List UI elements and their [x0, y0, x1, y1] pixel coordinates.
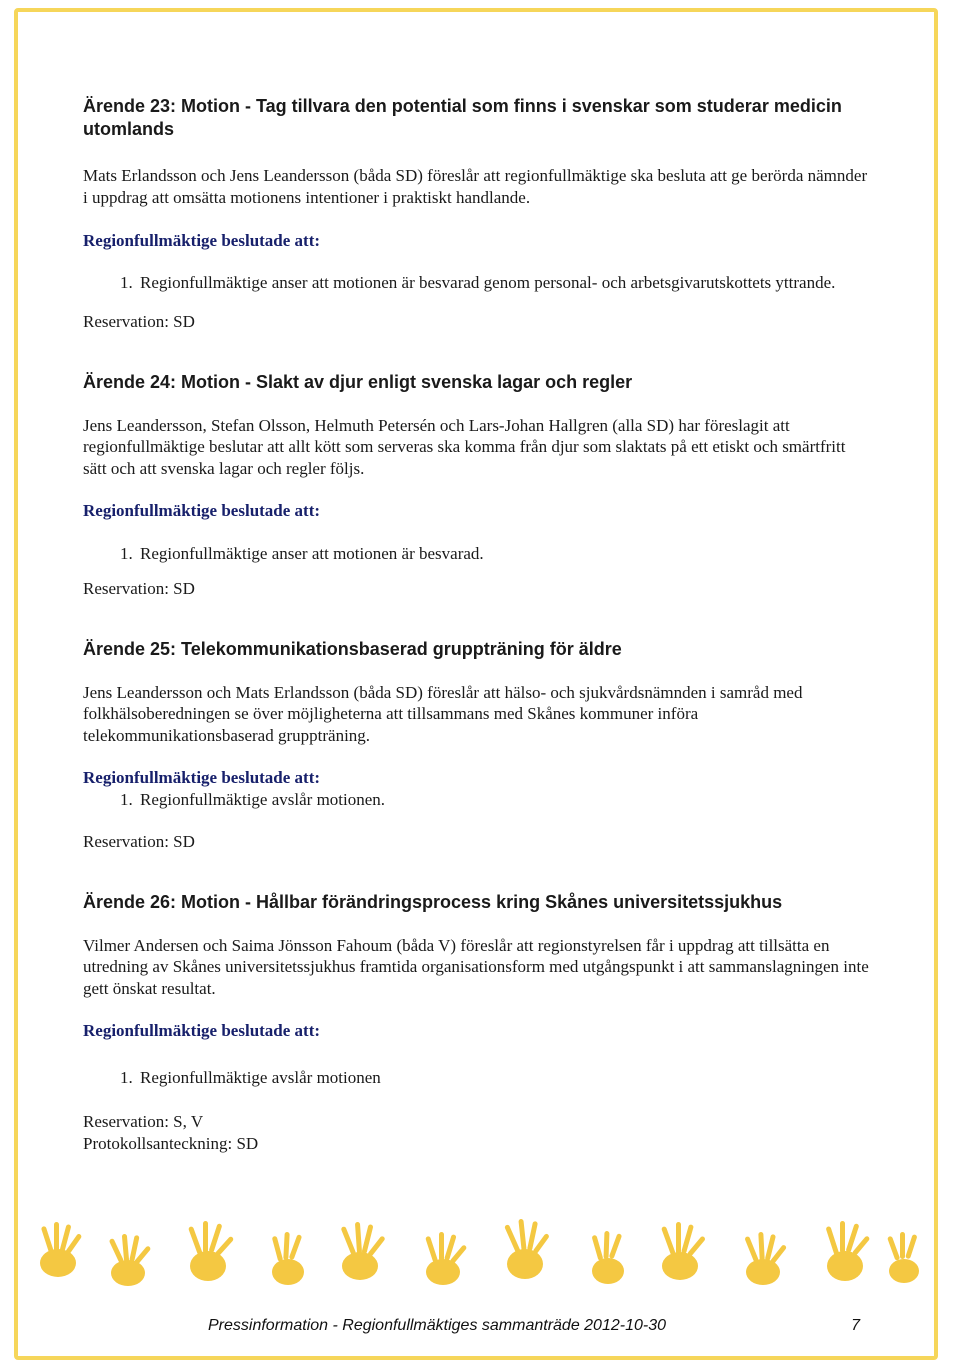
handprint-decoration [18, 1208, 942, 1308]
section-23-decision-item [83, 272, 873, 294]
section-24-title: Ärende 24: Motion - Slakt av djur enligt svenska lagar och regler [83, 371, 633, 392]
section-24-reservation: Reservation: SD [83, 579, 195, 598]
handprint-icon [109, 1234, 152, 1286]
section-23-reservation: Reservation: SD [83, 312, 195, 331]
section-25-title: Ärende 25: Telekommunikationsbaserad gruppträning för äldre [83, 638, 622, 659]
section-23-decision-label: Regionfullmäktige beslutade att: [83, 231, 321, 250]
section-24-decision-label: Regionfullmäktige beslutade att: [83, 501, 321, 520]
handprint-icon [425, 1232, 467, 1285]
footer-title: Pressinformation - Regionfullmäktiges sammanträde 2012-10-30 [208, 1317, 666, 1334]
section-23-decision-number: 1. [120, 272, 133, 292]
section-26-body: Vilmer Andersen och Saima Jönsson Fahoum (båda V) föreslår att regionstyrelsen får i uppdrag att tillsätta en utredning av Skånes universitetssjukhus framtida organisationsform med utgångspunkt i att sammanslagningen inte gett önskat resultat. [83, 935, 869, 998]
section-26-decision-text: Regionfullmäktige avslår motionen [140, 1067, 381, 1087]
section-24-body: Jens Leandersson, Stefan Olsson, Helmuth Petersén och Lars-Johan Hallgren (alla SD) har föreslagit att regionfullmäktige beslutar att allt kött som serveras ska komma från djur som slaktats på ett etiskt och smärtfritt sätt och att svenska lagar och regler följs. [83, 415, 846, 478]
handprint-icon [341, 1222, 386, 1280]
handprint-icon [40, 1222, 82, 1277]
page-content [83, 95, 873, 1154]
section-26-decision-number: 1. [120, 1067, 133, 1087]
handprint-icon [188, 1221, 234, 1281]
section-25-decision-text: Regionfullmäktige avslår motionen. [140, 789, 386, 809]
handprint-icon [887, 1232, 919, 1283]
section-26-title: Ärende 26: Motion - Hållbar förändringsprocess kring Skånes universitetssjukhus [83, 891, 783, 912]
section-26-decision-label: Regionfullmäktige beslutade att: [83, 1021, 321, 1040]
handprint-icon [591, 1231, 624, 1284]
handprint-icon [744, 1232, 787, 1285]
section-24-decision-text: Regionfullmäktige anser att motionen är besvarad. [140, 543, 484, 563]
section-23-decision-text: Regionfullmäktige anser att motionen är besvarad genom personal- och arbetsgivarutskottets yttrande. [140, 272, 836, 292]
handprint-icon [661, 1222, 706, 1280]
section-26-protocol-note: Protokollsanteckning: SD [83, 1133, 259, 1153]
page-footer [208, 1317, 860, 1335]
handprint-icon [825, 1221, 870, 1281]
section-25-decision-item [83, 789, 873, 811]
section-24-decision-number: 1. [120, 543, 133, 563]
section-26-decision-item [83, 1067, 873, 1089]
section-25-body: Jens Leandersson och Mats Erlandsson (båda SD) föreslår att hälso- och sjukvårdsnämnden i samråd med folkhälsoberedningen se över möjligheterna att tillsammans med Skånes kommuner införa telekommunikationsbaserad gruppträning. [83, 682, 803, 745]
section-24-decision-item [83, 543, 873, 565]
section-23-title: Ärende 23: Motion - Tag tillvara den potential som finns i svenskar som studerar medicin utomlands [83, 96, 842, 139]
section-23-body: Mats Erlandsson och Jens Leandersson (båda SD) föreslår att regionfullmäktige ska besluta att ge berörda nämnder i uppdrag att omsätta motionens intentioner i praktiskt handlande. [83, 166, 868, 207]
page-number: 7 [851, 1317, 860, 1334]
section-25-decision-number: 1. [120, 789, 133, 809]
handprint-icon [272, 1232, 304, 1285]
section-25-reservation: Reservation: SD [83, 832, 195, 851]
handprint-icon [504, 1219, 550, 1279]
section-26-reservation: Reservation: S, V [83, 1112, 204, 1131]
section-25-decision-label: Regionfullmäktige beslutade att: [83, 768, 321, 787]
